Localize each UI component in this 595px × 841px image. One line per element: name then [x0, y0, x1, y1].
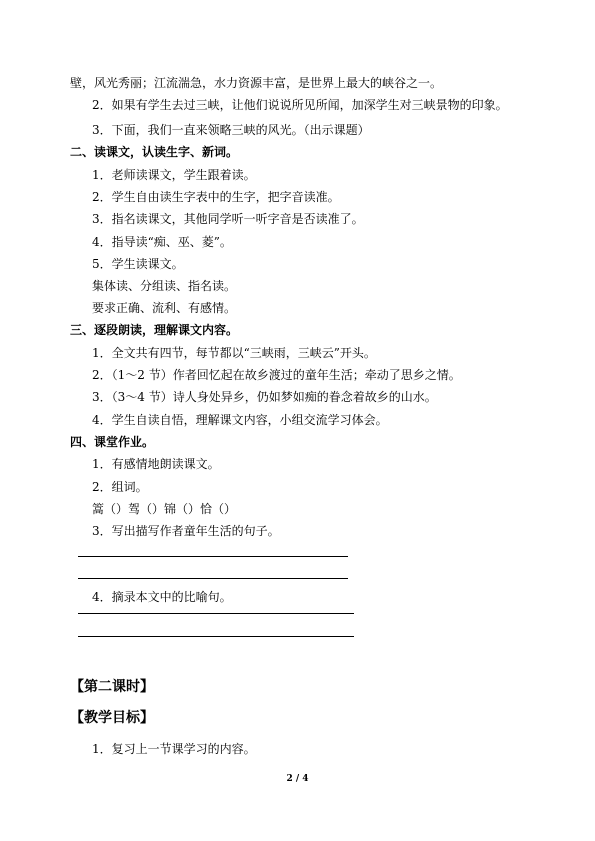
list-item: 3．（3～4 节）诗人身处异乡，仍如梦如痴的眷念着故乡的山水。	[92, 390, 437, 404]
section-heading: 二、读课文，认读生字、新词。	[70, 145, 239, 159]
section-heading: 四、课堂作业。	[70, 435, 155, 449]
list-item: 2．（1～2 节）作者回忆起在故乡渡过的童年生活；牵动了思乡之情。	[92, 368, 461, 382]
list-item: 3．下面，我们一直来领略三峡的风光。（出示课题）	[92, 123, 370, 137]
objectives-heading: 【教学目标】	[70, 710, 154, 726]
list-item: 3．指名读课文，其他同学听一听字音是否读准了。	[92, 212, 364, 226]
paragraph-line: 集体读、分组读、指名读。	[92, 279, 237, 293]
paragraph-line: 要求正确、流利、有感情。	[92, 301, 237, 315]
list-item: 4．摘录本文中的比喻句。	[92, 590, 232, 604]
list-item: 5．学生读课文。	[92, 257, 184, 271]
answer-line	[78, 578, 348, 579]
page-number: 2 / 4	[286, 774, 309, 784]
list-item: 4．学生自读自悟，理解课文内容，小组交流学习体会。	[92, 413, 388, 427]
list-item: 3．写出描写作者童年生活的句子。	[92, 524, 280, 538]
list-item: 2．学生自由读生字表中的生字，把字音读准。	[92, 190, 340, 204]
answer-line	[78, 613, 354, 614]
list-item: 2．组词。	[92, 480, 148, 494]
lesson-heading: 【第二课时】	[70, 679, 154, 695]
answer-line	[78, 636, 354, 637]
paragraph-line: 壁，风光秀丽；江流湍急，水力资源丰富，是世界上最大的峡谷之一。	[70, 76, 443, 90]
word-exercise: 篙（）驾（）锦（）恰（）	[92, 502, 237, 516]
list-item: 2．如果有学生去过三峡，让他们说说所见所闻，加深学生对三峡景物的印象。	[92, 98, 508, 112]
list-item: 1．老师读课文，学生跟着读。	[92, 168, 256, 182]
list-item: 1．全文共有四节，每节都以“三峡雨，三峡云”开头。	[92, 346, 376, 360]
list-item: 4．指导读“痴、巫、菱”。	[92, 235, 232, 249]
section-heading: 三、逐段朗读，理解课文内容。	[70, 323, 239, 337]
answer-line	[78, 556, 348, 557]
list-item: 1．有感情地朗读课文。	[92, 457, 220, 471]
list-item: 1．复习上一节课学习的内容。	[92, 742, 256, 756]
